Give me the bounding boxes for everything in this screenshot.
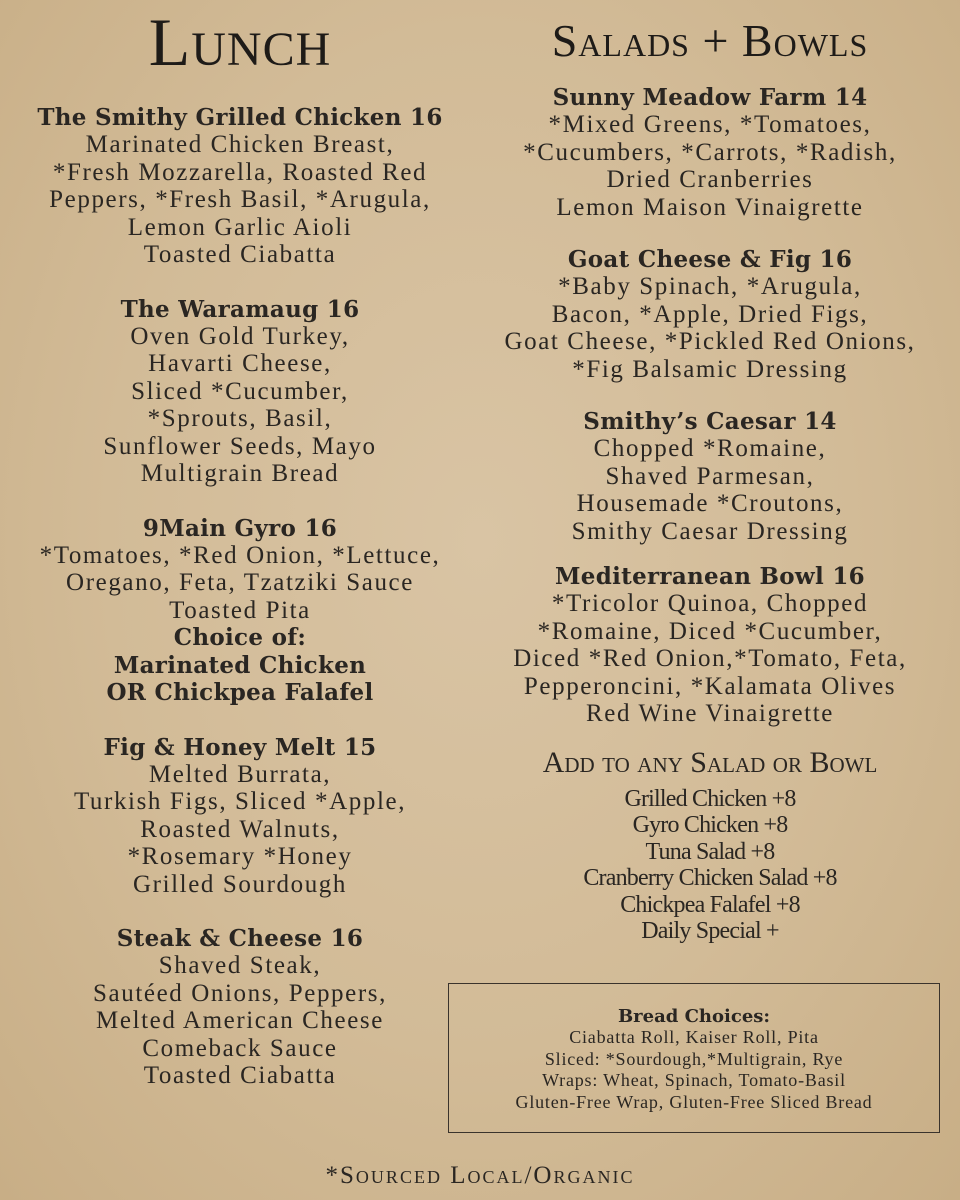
menu-item-smithy-grilled-chicken (0, 104, 480, 269)
item-line: *Sprouts, Basil, (147, 405, 333, 432)
bread-choices-box (448, 983, 940, 1133)
addons-title: Add to any Salad or Bowl (542, 745, 878, 779)
item-line: Grilled Sourdough (133, 870, 347, 898)
addon-item: Cranberry Chicken Salad +8 (583, 865, 837, 891)
item-line: Toasted Ciabatta (143, 1062, 337, 1089)
item-line: Multigrain Bread (140, 460, 340, 487)
item-name: Fig & Honey Melt 15 (103, 733, 377, 761)
item-line: *Rosemary *Honey (127, 843, 353, 870)
menu-item-steak-cheese (0, 925, 480, 1090)
bread-line: Sliced: *Sourdough,*Multigrain, Rye (544, 1048, 844, 1069)
item-line: Lemon Garlic Aioli (127, 213, 353, 241)
bread-title: Bread Choices: (617, 1006, 771, 1027)
item-line: Comeback Sauce (142, 1034, 338, 1062)
item-name: Mediterranean Bowl 16 (555, 563, 865, 590)
item-line: Peppers, *Fresh Basil, *Arugula, (49, 186, 431, 213)
item-line: *Mixed Greens, *Tomatoes, (548, 111, 872, 138)
item-name: Steak & Cheese 16 (116, 925, 364, 952)
salads-title: Salads + Bowls (551, 15, 869, 66)
item-name: Goat Cheese & Fig 16 (567, 246, 853, 273)
item-line: Pepperoncini, *Kalamata Olives (523, 672, 897, 700)
item-line: Oregano, Feta, Tzatziki Sauce (66, 569, 414, 596)
item-line: Toasted Pita (169, 596, 311, 624)
item-choice-line: Choice of: (173, 624, 307, 651)
item-line: Red Wine Vinaigrette (586, 700, 834, 727)
item-line: Chopped *Romaine, (593, 435, 827, 462)
item-line: Diced *Red Onion,*Tomato, Feta, (513, 645, 907, 672)
item-line: *Tricolor Quinoa, Chopped (551, 590, 869, 617)
menu-item-waramaug (0, 296, 480, 488)
item-line: Housemade *Croutons, (576, 490, 844, 517)
menu-item-smithys-caesar (470, 408, 950, 545)
item-line: Bacon, *Apple, Dried Figs, (551, 300, 869, 328)
addon-item: Tuna Salad +8 (645, 838, 775, 865)
item-choice-line: Marinated Chicken (113, 651, 367, 679)
item-line: Turkish Figs, Sliced *Apple, (73, 788, 407, 815)
item-name: 9Main Gyro 16 (142, 514, 338, 542)
item-name: Sunny Meadow Farm 14 (552, 84, 868, 111)
item-choice-line: OR Chickpea Falafel (106, 679, 374, 706)
menu-item-sunny-meadow-farm (470, 84, 950, 221)
item-line: Marinated Chicken Breast, (85, 131, 395, 158)
item-line: Lemon Maison Vinaigrette (556, 193, 864, 221)
item-line: Sautéed Onions, Peppers, (93, 979, 387, 1007)
item-line: Smithy Caesar Dressing (571, 517, 849, 545)
item-line: Goat Cheese, *Pickled Red Onions, (504, 328, 916, 355)
lunch-column (0, 0, 480, 1090)
item-line: *Baby Spinach, *Arugula, (558, 273, 862, 300)
item-line: Sliced *Cucumber, (131, 377, 349, 405)
menu-item-goat-cheese-fig (470, 246, 950, 383)
addon-item: Grilled Chicken +8 (624, 785, 796, 812)
item-line: Toasted Ciabatta (143, 241, 337, 268)
item-name: The Waramaug 16 (120, 295, 360, 323)
item-line: Havarti Cheese, (148, 350, 332, 377)
menu-item-mediterranean-bowl (470, 563, 950, 728)
item-line: *Tomatoes, *Red Onion, *Lettuce, (39, 541, 441, 569)
item-line: *Fresh Mozzarella, Roasted Red (52, 158, 428, 186)
addon-item: Daily Special + (641, 918, 779, 944)
footer-note: *Sourced Local/Organic (325, 1162, 635, 1189)
bread-line: Wraps: Wheat, Spinach, Tomato-Basil (542, 1070, 846, 1090)
addon-item: Gyro Chicken +8 (632, 812, 788, 838)
item-line: Shaved Parmesan, (605, 462, 815, 490)
lunch-title: Lunch (148, 4, 332, 80)
item-line: Melted Burrata, (148, 760, 332, 788)
item-line: Melted American Cheese (96, 1007, 384, 1034)
addons-list (470, 786, 950, 945)
item-line: Roasted Walnuts, (140, 815, 340, 843)
item-name: The Smithy Grilled Chicken 16 (37, 104, 443, 131)
addon-item: Chickpea Falafel +8 (620, 891, 800, 918)
menu-item-9main-gyro (0, 515, 480, 707)
menu-item-fig-honey-melt (0, 734, 480, 899)
bread-line: Ciabatta Roll, Kaiser Roll, Pita (569, 1027, 819, 1047)
item-name: Smithy’s Caesar 14 (583, 408, 837, 435)
item-line: *Fig Balsamic Dressing (572, 355, 848, 383)
item-line: Oven Gold Turkey, (130, 322, 350, 350)
item-line: *Romaine, Diced *Cucumber, (537, 617, 883, 645)
item-line: Shaved Steak, (158, 952, 322, 979)
item-line: Sunflower Seeds, Mayo (103, 432, 377, 460)
item-line: Dried Cranberries (606, 166, 814, 193)
salads-column (470, 0, 950, 945)
bread-line: Gluten-Free Wrap, Gluten-Free Sliced Bread (515, 1091, 873, 1112)
item-line: *Cucumbers, *Carrots, *Radish, (523, 138, 897, 166)
